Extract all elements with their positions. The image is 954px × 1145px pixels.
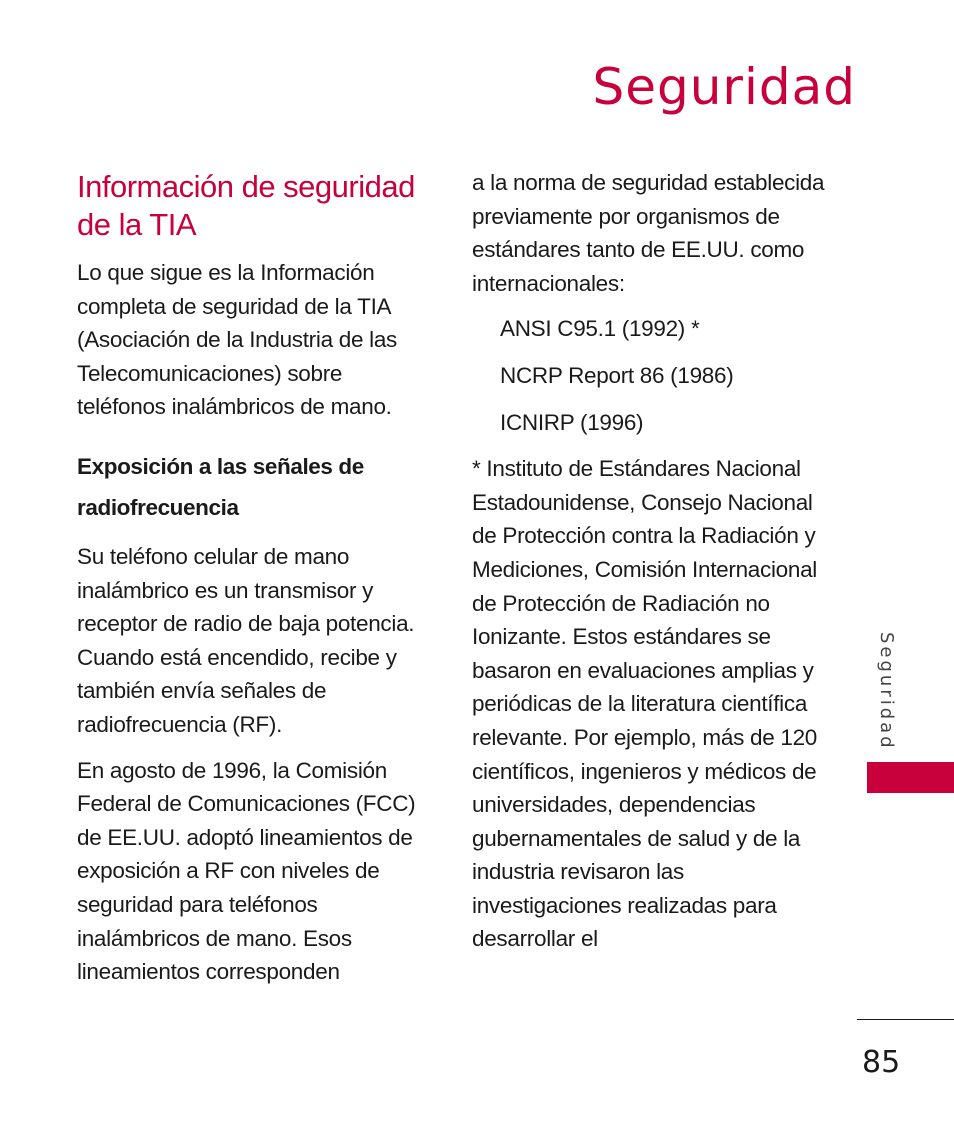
section-heading: Información de seguridad de la TIA [77,169,415,242]
paragraph-standards-intro: a la norma de seguridad establecida previamente por organismos de estándares tanto de EE.UU. como internacionales: [472,170,825,296]
page-title: Seguridad [592,58,856,116]
paragraph-transmitter: Su teléfono celular de mano inalámbrico es un transmisor y receptor de radio de baja potencia. Cuando está encendido, recibe y también envía señales de radiofrecuencia (RF). [77,543,415,737]
intro-paragraph: Lo que sigue es la Información completa de seguridad de la TIA (Asociación de la Industria de las Telecomunicaciones) sobre teléfonos inalámbricos de mano. [77,260,397,420]
footer-divider [857,1019,954,1020]
subheading-rf-exposure: Exposición a las señales de radiofrecuencia [77,453,364,520]
list-item: NCRP Report 86 (1986) [500,362,734,388]
list-item: ICNIRP (1996) [500,409,644,435]
side-tab-marker [867,762,954,793]
list-item: ANSI C95.1 (1992) * [500,316,700,342]
right-column [472,166,832,968]
paragraph-fcc: En agosto de 1996, la Comisión Federal de Comunicaciones (FCC) de EE.UU. adoptó lineamientos de exposición a RF con niveles de seguridad para teléfonos inalámbricos de mano. Esos lineamientos corresponden [77,757,416,985]
side-tab-label: Seguridad [876,632,897,751]
page-number: 85 [862,1045,901,1080]
standards-list [472,312,832,439]
paragraph-footnote: * Instituto de Estándares Nacional Estadounidense, Consejo Nacional de Protección contra la Radiación y Mediciones, Comisión Internacional de Protección de Radiación no Ionizante. Estos estándares se basaron en evaluaciones amplias y periódicas de la literatura científica relevante. Por ejemplo, más de 120 científicos, ingenieros y médicos de universidades, dependencias gubernamentales de salud y de la industria revisaron las investigaciones realizadas para desarrollar el [472,456,817,952]
left-column [77,168,427,1001]
